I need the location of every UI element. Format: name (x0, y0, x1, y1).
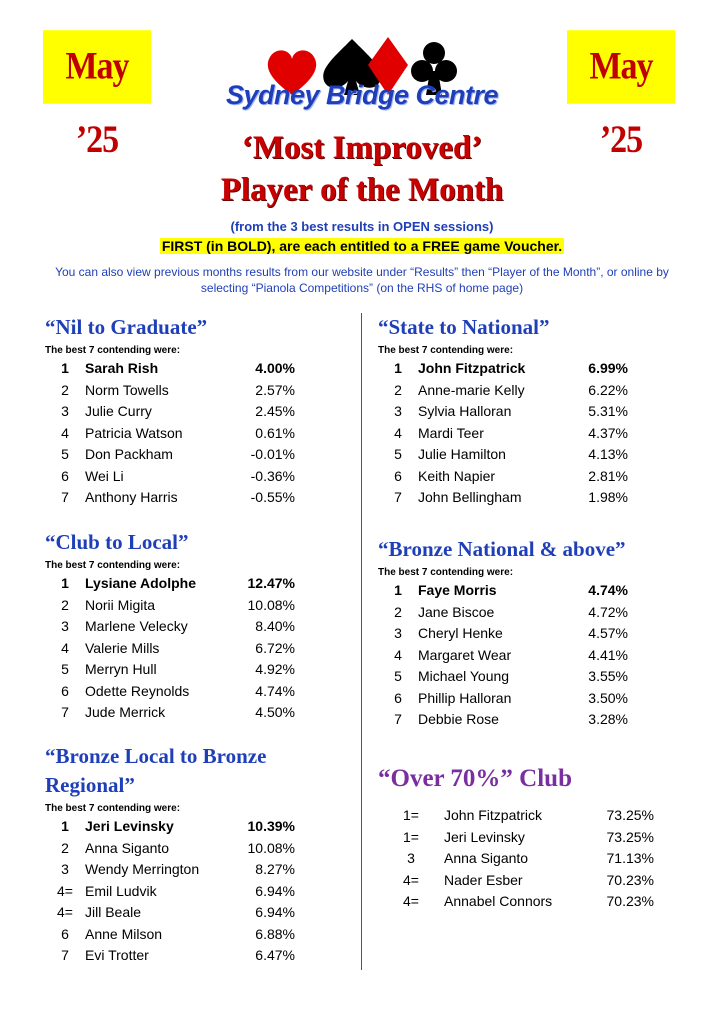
improvement-percent: 4.41% (588, 646, 628, 663)
rank: 4 (394, 646, 402, 663)
player-name: Wei Li (85, 467, 124, 484)
section-title: “State to National” (378, 315, 550, 339)
improvement-percent: 6.47% (255, 947, 295, 963)
rank: 6 (394, 467, 402, 484)
player-name: Margaret Wear (418, 646, 512, 663)
rank: 5 (394, 446, 402, 462)
table-row (45, 573, 295, 595)
score-percent: 71.13% (606, 850, 654, 866)
table-row (378, 688, 628, 710)
table-row (45, 358, 295, 380)
table-row (378, 623, 628, 645)
player-name: Anna Siganto (85, 839, 170, 856)
month-badge-right: May ’25 (567, 30, 675, 104)
page-title-line1: ‘Most Improved’ (241, 130, 483, 166)
result-list (45, 816, 335, 967)
rank: 1 (61, 575, 69, 591)
rank: 3 (61, 403, 69, 419)
table-row (378, 870, 654, 892)
improvement-percent: 10.08% (247, 839, 295, 856)
table-row (45, 881, 335, 903)
rank: 6 (61, 682, 69, 699)
player-name: Anna Siganto (444, 850, 529, 866)
improvement-percent: 4.92% (255, 661, 295, 677)
rank: 2 (61, 596, 69, 613)
section-bronze-national-and-above (378, 535, 628, 731)
section-title: “Over 70%” Club (378, 765, 572, 792)
player-name: John Bellingham (418, 489, 522, 505)
rank: 2 (61, 839, 69, 856)
player-name: Debbie Rose (418, 711, 499, 727)
player-name: Annabel Connors (444, 893, 553, 909)
rank: 4 (61, 639, 69, 656)
player-name: Julie Hamilton (418, 446, 506, 462)
player-name: Anne-marie Kelly (418, 381, 525, 398)
section-title: “Nil to Graduate” (45, 315, 208, 339)
improvement-percent: 3.55% (588, 668, 628, 684)
rank: 4 (61, 424, 69, 441)
player-name: Mardi Teer (418, 424, 484, 441)
rank: 1 (61, 818, 69, 834)
improvement-percent: 6.94% (255, 882, 295, 899)
rank: 5 (61, 661, 69, 677)
rank: 3 (394, 625, 402, 641)
improvement-percent: 4.00% (255, 360, 295, 376)
table-row (378, 805, 654, 827)
table-row (45, 380, 295, 402)
rank: 4= (57, 882, 73, 899)
table-row (45, 816, 335, 838)
rank: 6 (61, 467, 69, 484)
section-bronze-local-to-bronze-regional (45, 742, 335, 967)
player-name: Michael Young (418, 668, 510, 684)
player-name: Cheryl Henke (418, 625, 503, 641)
table-row (45, 838, 335, 860)
rank: 6 (394, 689, 402, 706)
table-row (378, 827, 654, 849)
rank: 2 (61, 381, 69, 398)
player-name: Evi Trotter (85, 947, 149, 963)
section-title: “Bronze National & above” (378, 537, 626, 561)
rank: 1= (403, 807, 419, 823)
improvement-percent: 2.45% (255, 403, 295, 419)
section-intro: The best 7 contending were: (378, 567, 514, 578)
rank: 4 (394, 424, 402, 441)
improvement-percent: 6.94% (255, 904, 295, 920)
improvement-percent: 2.57% (255, 381, 295, 398)
table-row (378, 891, 654, 913)
table-row (378, 487, 628, 509)
player-name: Odette Reynolds (85, 682, 190, 699)
player-name: Marlene Velecky (85, 618, 188, 634)
section-intro: The best 7 contending were: (45, 803, 181, 814)
player-name: Merryn Hull (85, 661, 157, 677)
table-row (378, 666, 628, 688)
player-name: Jeri Levinsky (85, 818, 174, 834)
table-row (45, 444, 295, 466)
player-name: Anthony Harris (85, 489, 178, 505)
improvement-percent: 5.31% (588, 403, 628, 419)
improvement-percent: 4.72% (588, 603, 628, 620)
improvement-percent: 6.22% (588, 381, 628, 398)
rank: 4= (403, 871, 419, 888)
player-name: Jill Beale (85, 904, 142, 920)
improvement-percent: 3.28% (588, 711, 628, 727)
rank: 5 (394, 668, 402, 684)
table-row (378, 358, 628, 380)
rank: 7 (61, 489, 69, 505)
rank: 1= (403, 828, 419, 845)
rank: 3 (407, 850, 415, 866)
table-row (45, 945, 335, 967)
player-name: Keith Napier (418, 467, 496, 484)
rank: 7 (61, 947, 69, 963)
table-row (45, 902, 335, 924)
improvement-percent: 6.72% (255, 639, 295, 656)
improvement-percent: 6.88% (255, 925, 295, 942)
player-name: Jeri Levinsky (444, 828, 525, 845)
improvement-percent: 4.13% (588, 446, 628, 462)
score-percent: 70.23% (606, 893, 654, 909)
column-divider (361, 313, 362, 970)
rank: 3 (394, 403, 402, 419)
player-name: Emil Ludvik (85, 882, 157, 899)
result-list (378, 580, 628, 731)
improvement-percent: 8.40% (255, 618, 295, 634)
improvement-percent: 4.74% (588, 582, 628, 598)
improvement-percent: 2.81% (588, 467, 628, 484)
section-intro: The best 7 contending were: (45, 345, 181, 356)
score-percent: 73.25% (606, 807, 654, 823)
table-row (378, 401, 628, 423)
player-name: Wendy Merrington (85, 861, 200, 877)
improvement-percent: 1.98% (588, 489, 628, 505)
rank: 2 (394, 603, 402, 620)
table-row (45, 401, 295, 423)
table-row (45, 924, 335, 946)
player-name: Julie Curry (85, 403, 152, 419)
rank: 1 (394, 360, 402, 376)
improvement-percent: 4.50% (255, 704, 295, 720)
table-row (378, 602, 628, 624)
table-row (45, 616, 295, 638)
player-name: Valerie Mills (85, 639, 160, 656)
info-text: You can also view previous months results from our website under “Results” then “Player of the Month”, or online by selecting “Pianola Competitions” (on the RHS of home page) (55, 265, 669, 295)
table-row (378, 380, 628, 402)
table-row (45, 859, 335, 881)
player-name: John Fitzpatrick (418, 360, 526, 376)
player-name: Phillip Halloran (418, 689, 512, 706)
table-row (45, 659, 295, 681)
player-name: Sarah Rish (85, 360, 159, 376)
table-row (45, 681, 295, 703)
table-row (378, 444, 628, 466)
subtitle: (from the 3 best results in OPEN sessions) (230, 219, 494, 234)
player-name: Patricia Watson (85, 424, 183, 441)
player-name: Norm Towells (85, 381, 169, 398)
table-row (45, 423, 295, 445)
result-list (378, 358, 628, 509)
improvement-percent: 6.99% (588, 360, 628, 376)
player-name: Jude Merrick (85, 704, 166, 720)
improvement-percent: -0.36% (250, 467, 295, 484)
organization-name: Sydney Bridge Centre (225, 80, 499, 110)
rank: 4= (403, 893, 419, 909)
rank: 7 (61, 704, 69, 720)
voucher-note-text: FIRST (in BOLD), are each entitled to a FREE game Voucher. (161, 238, 563, 254)
result-list (45, 573, 295, 724)
improvement-percent: 10.08% (247, 596, 295, 613)
result-list (378, 805, 654, 913)
table-row (378, 848, 654, 870)
improvement-percent: -0.55% (250, 489, 295, 505)
score-percent: 73.25% (606, 828, 654, 845)
table-row (45, 487, 295, 509)
table-row (378, 709, 628, 731)
table-row (378, 423, 628, 445)
player-name: John Fitzpatrick (444, 807, 543, 823)
section-title: “Bronze Local to Bronze Regional” (45, 744, 267, 797)
improvement-percent: 0.61% (255, 424, 295, 441)
section-state-to-national (378, 313, 628, 509)
page-title-line2: Player of the Month (220, 172, 504, 208)
improvement-percent: 3.50% (588, 689, 628, 706)
section-intro: The best 7 contending were: (45, 560, 181, 571)
improvement-percent: 4.74% (255, 682, 295, 699)
improvement-percent: 12.47% (247, 575, 295, 591)
improvement-percent: 8.27% (255, 861, 295, 877)
player-name: Nader Esber (444, 871, 523, 888)
rank: 1 (394, 582, 402, 598)
score-percent: 70.23% (606, 871, 654, 888)
improvement-percent: 10.39% (247, 818, 295, 834)
rank: 3 (61, 861, 69, 877)
table-row (378, 466, 628, 488)
table-row (45, 638, 295, 660)
voucher-note (0, 238, 724, 254)
section-intro: The best 7 contending were: (378, 345, 514, 356)
table-row (45, 466, 295, 488)
section-title: “Club to Local” (45, 530, 189, 554)
rank: 7 (394, 711, 402, 727)
month-badge-left: May ’25 (43, 30, 151, 104)
table-row (378, 580, 628, 602)
player-name: Sylvia Halloran (418, 403, 512, 419)
section-over-70-club (378, 763, 654, 913)
table-row (45, 702, 295, 724)
section-club-to-local (45, 528, 295, 724)
rank: 1 (61, 360, 69, 376)
player-name: Anne Milson (85, 925, 163, 942)
rank: 2 (394, 381, 402, 398)
section-nil-to-graduate (45, 313, 295, 509)
rank: 5 (61, 446, 69, 462)
result-list (45, 358, 295, 509)
rank: 4= (57, 904, 73, 920)
improvement-percent: -0.01% (250, 446, 295, 462)
rank: 7 (394, 489, 402, 505)
table-row (378, 645, 628, 667)
player-name: Lysiane Adolphe (85, 575, 196, 591)
table-row (45, 595, 295, 617)
rank: 3 (61, 618, 69, 634)
player-name: Faye Morris (418, 582, 497, 598)
improvement-percent: 4.37% (588, 424, 628, 441)
rank: 6 (61, 925, 69, 942)
player-name: Don Packham (85, 446, 173, 462)
player-name: Jane Biscoe (418, 603, 495, 620)
player-name: Norii Migita (85, 596, 156, 613)
improvement-percent: 4.57% (588, 625, 628, 641)
